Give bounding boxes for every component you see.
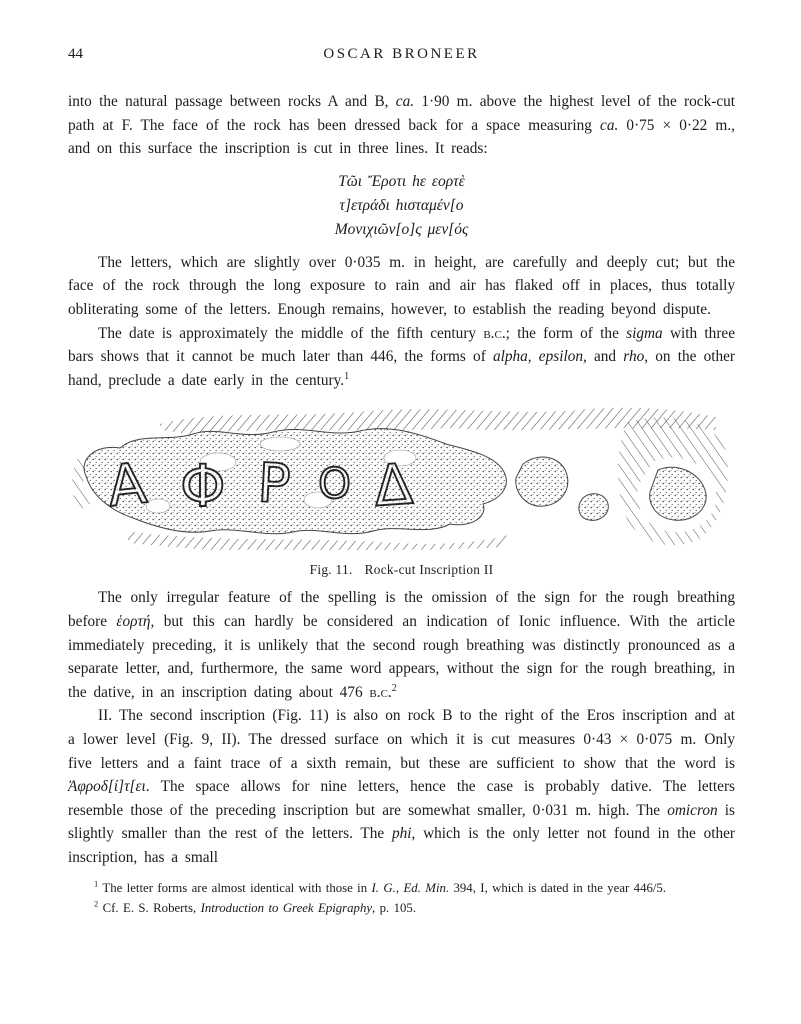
figure-caption xyxy=(68,562,735,578)
page-number: 44 xyxy=(68,46,83,62)
inscribed-letter-rho: Ρ xyxy=(256,451,292,517)
figure-caption-text: Rock-cut Inscription II xyxy=(364,562,494,578)
paragraph-date: The date is approximately the middle of the fifth century b.c.; the form of the sigma with three bars shows that it cannot be much later than 446, the forms of alpha, epsilon, and rho, on the other hand, preclude a date early in the century.$^1$ xyxy=(68,324,735,389)
running-header xyxy=(68,46,735,66)
paragraph-second-inscription: II. The second inscription (Fig. 11) is also on rock B to the right of the Eros inscription and at a lower level (Fig. 9, II). The dressed surface on which it is cut measures 0·43 × 0·075 m. Only five letters and a faint trace of a sixth remain, but these are sufficient to show that the word is Ἀφροδ[ί]τ[ει. The space allows for nine letters, hence the case is probably dative. The letters resemble those of the preceding inscription but are somewhat smaller, 0·031 m. high. The omicron is slightly smaller than the rest of the letters. The phi, which is the only letter not found in the other inscription, has a small xyxy=(68,707,735,866)
running-head-title: OSCAR BRONEER xyxy=(323,46,480,62)
inscribed-letter-alpha: Α xyxy=(104,451,150,521)
rock-inscription-drawing xyxy=(68,404,736,552)
inscription-transcription xyxy=(68,170,735,242)
inscribed-letter-delta: Δ xyxy=(372,452,415,520)
footnotes xyxy=(68,879,735,918)
inscription-line-1: Τῶι Ἔροτι hε εορτὲ xyxy=(338,172,465,190)
paragraph-letters: The letters, which are slightly over 0·035 m. in height, are carefully and deeply cut; but the face of the rock through the long exposure to rain and air has flaked off in places, thus totally obliterating some of the letters. Enough remains, however, to establish the reading beyond dispute. xyxy=(68,253,735,318)
inscribed-letter-omicron: Ο xyxy=(318,459,352,509)
inscription-line-2: τ]ετράδι hισταμέν[ο xyxy=(339,196,464,214)
footnote-1: $^1$ The letter forms are almost identical with those in I. G., Ed. Min. 394, I, which is dated in the year 446/5. xyxy=(94,879,667,896)
footnote-2: $^2$ Cf. E. S. Roberts, Introduction to Greek Epigraphy, p. 105. xyxy=(94,898,417,915)
paragraph-continuation: into the natural passage between rocks A and B, ca. 1·90 m. above the highest level of the rock-cut path at F. The face of the rock has been dressed back for a space measuring ca. 0·75 × 0·22 m., and on this surface the inscription is cut in three lines. It reads: xyxy=(68,93,736,158)
inscription-line-3: Μονιχιῶν[ο]ς μεν[ός xyxy=(334,220,469,238)
figure-caption-label: Fig. 11. xyxy=(309,562,353,578)
inscribed-letter-phi: Φ xyxy=(180,452,226,521)
paragraph-spelling: The only irregular feature of the spelling is the omission of the sign for the rough breathing before ἑορτή, but this can hardly be considered an indication of Ionic influence. With the article immediately preceding, it is unlikely that the second rough breathing was distinctly pronounced as a separate letter, and, furthermore, the same word appears, without the sign for the rough breathing, in the dative, in an inscription dating about 476 b.c.$^2$ xyxy=(68,589,735,701)
text-block xyxy=(68,90,735,918)
figure-11 xyxy=(68,404,735,578)
